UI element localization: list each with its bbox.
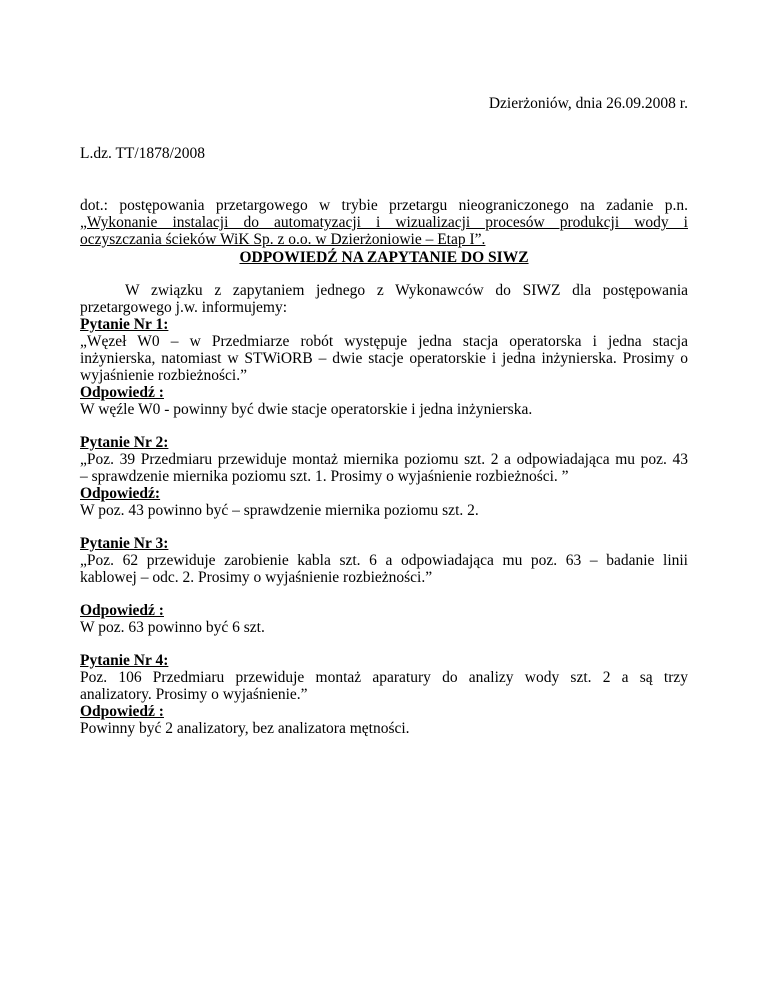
subject-line-2-text: „Wykonanie instalacji do automatyzacji i wizualizacji procesów produkcji wody i [80, 214, 688, 231]
answer-label: Odpowiedź : [80, 703, 164, 720]
subject-line-2 [80, 214, 688, 231]
document-title: ODPOWIEDŹ NA ZAPYTANIE DO SIWZ [239, 249, 529, 266]
question-text-line: – sprawdzenie miernika poziomu szt. 1. Prosimy o wyjaśnienie rozbieżności. ” [80, 468, 569, 485]
question-label: Pytanie Nr 2: [80, 434, 169, 451]
subject-line-3 [80, 231, 688, 248]
answer-text-line: W poz. 63 powinno być 6 szt. [80, 619, 265, 636]
question-text-line: „Węzeł W0 – w Przedmiarze robót występuje jedna stacja operatorska i jedna stacja [80, 333, 688, 350]
answer-label: Odpowiedź : [80, 602, 164, 619]
answer-label: Odpowiedź: [80, 485, 161, 502]
answer-text-line: W węźle W0 - powinny być dwie stacje operatorskie i jedna inżynierska. [80, 401, 533, 418]
question-label: Pytanie Nr 4: [80, 652, 169, 669]
qa-section [80, 434, 688, 519]
question-label: Pytanie Nr 1: [80, 316, 169, 333]
reference-number: L.dz. TT/1878/2008 [80, 145, 205, 162]
question-text-line: Poz. 106 Przedmiaru przewiduje montaż aparatury do analizy wody szt. 2 a są trzy [80, 669, 688, 686]
qa-list [80, 316, 688, 737]
subject-block [80, 197, 688, 248]
answer-text-line: W poz. 43 powinno być – sprawdzenie miernika poziomu szt. 2. [80, 502, 479, 519]
qa-section [80, 316, 688, 418]
date-line: Dzierżoniów, dnia 26.09.2008 r. [488, 95, 688, 112]
subject-line-3-text: oczyszczania ścieków WiK Sp. z o.o. w Dzierżoniowie – Etap I”. [80, 231, 486, 248]
question-text-line: inżynierska, natomiast w STWiORB – dwie stacje operatorskie i jedna inżynierska. Prosimy o [80, 350, 688, 367]
intro-line-1-text: W związku z zapytaniem jednego z Wykonawców do SIWZ dla postępowania [125, 282, 688, 299]
answer-label: Odpowiedź : [80, 384, 164, 401]
intro-line-1 [80, 282, 688, 299]
main-content [80, 282, 688, 737]
question-text-line: analizatory. Prosimy o wyjaśnienie.” [80, 686, 308, 703]
subject-line-1 [80, 197, 688, 214]
question-text-line: wyjaśnienie rozbieżności.” [80, 367, 247, 384]
qa-section [80, 535, 688, 636]
question-label: Pytanie Nr 3: [80, 535, 169, 552]
qa-section [80, 652, 688, 737]
answer-text-line: Powinny być 2 analizatory, bez analizatora mętności. [80, 720, 410, 737]
intro-line-2: przetargowego j.w. informujemy: [80, 299, 288, 316]
subject-line-1-text: dot.: postępowania przetargowego w trybie przetargu nieograniczonego na zadanie p.n. [80, 197, 688, 214]
question-text-line: kablowej – odc. 2. Prosimy o wyjaśnienie rozbieżności.” [80, 569, 433, 586]
question-text-line: „Poz. 62 przewiduje zarobienie kabla szt. 6 a odpowiadająca mu poz. 63 – badanie linii [80, 552, 688, 569]
question-text-line: „Poz. 39 Przedmiaru przewiduje montaż miernika poziomu szt. 2 a odpowiadająca mu poz. 43 [80, 451, 688, 468]
